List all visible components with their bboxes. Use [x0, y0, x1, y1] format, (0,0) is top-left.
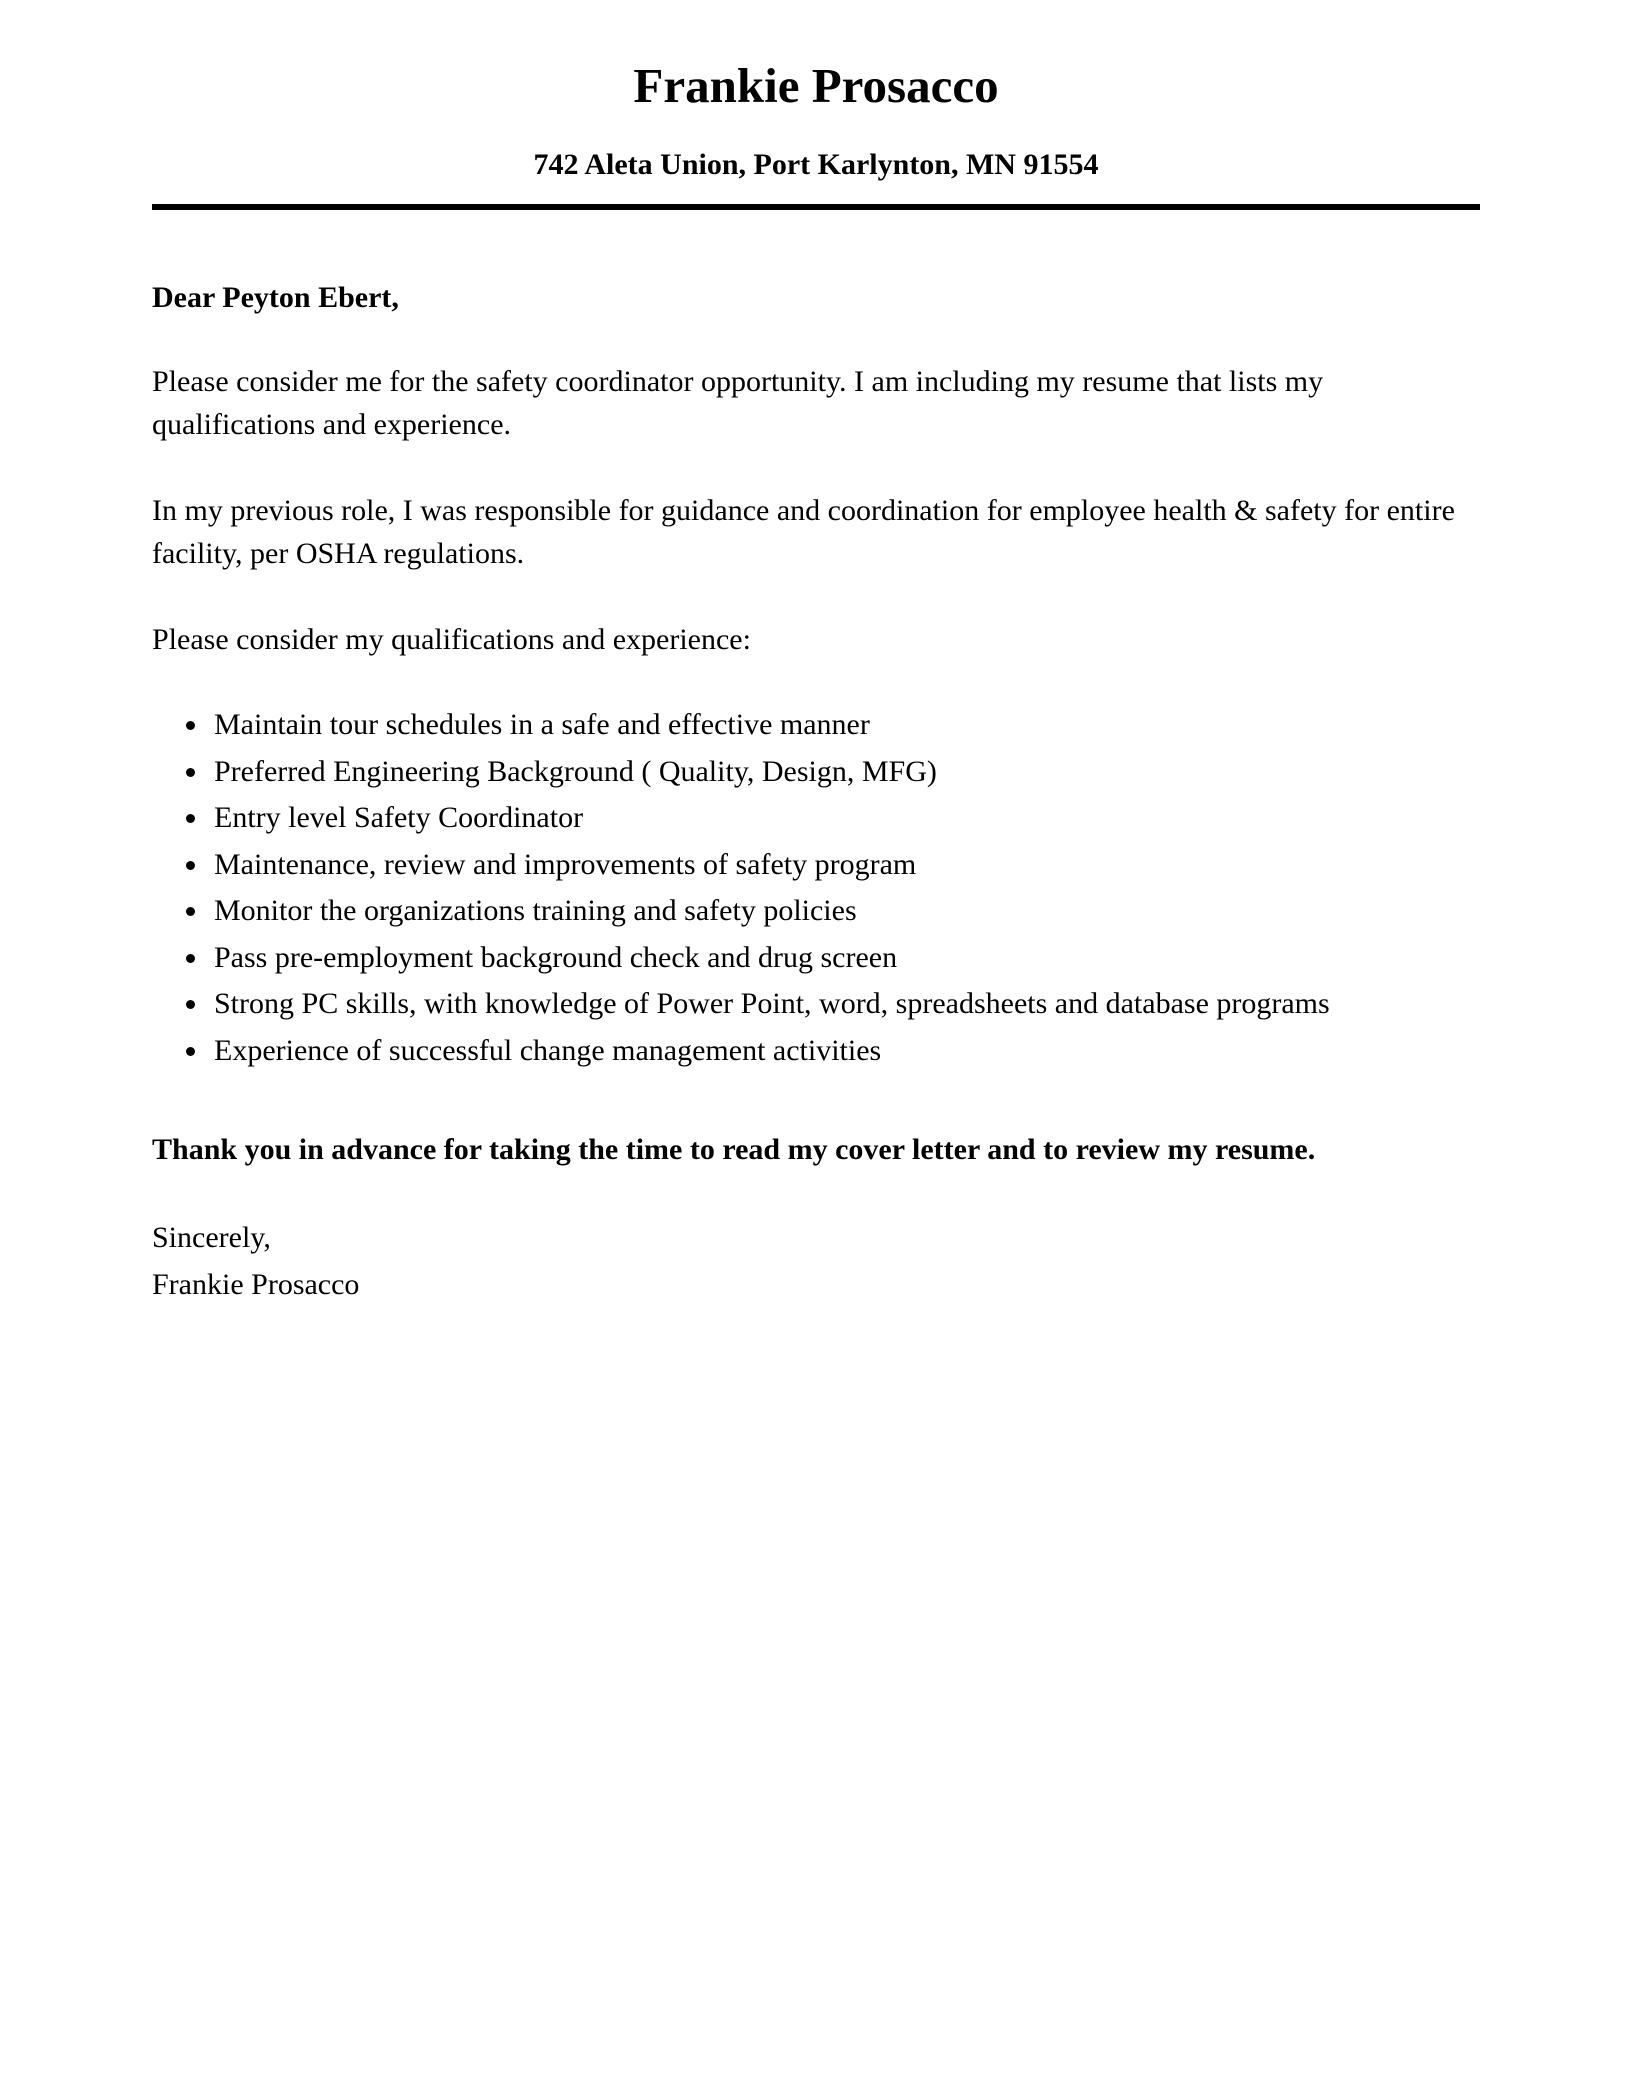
letter-header — [152, 58, 1480, 210]
list-item: • Maintain tour schedules in a safe and effective manner — [210, 703, 1480, 747]
header-divider — [152, 204, 1480, 210]
list-item: • Strong PC skills, with knowledge of Power Point, word, spreadsheets and database programs — [210, 982, 1480, 1026]
thank-you-line: Thank you in advance for taking the time to read my cover letter and to review my resume. — [152, 1133, 1316, 1167]
list-item: • Preferred Engineering Background ( Quality, Design, MFG) — [210, 750, 1480, 794]
closing-word: Sincerely, — [152, 1220, 271, 1254]
paragraph-intro: Please consider me for the safety coordinator opportunity. I am including my resume that lists my qualifications and experience. — [152, 364, 1324, 442]
sender-address: 742 Aleta Union, Port Karlynton, MN 91554 — [533, 148, 1099, 182]
salutation: Dear Peyton Ebert, — [152, 281, 399, 315]
qualifications-list — [152, 703, 1480, 1072]
paragraph-previous-role: In my previous role, I was responsible for guidance and coordination for employee health & safety for entire facility, per OSHA regulations. — [152, 493, 1455, 571]
list-item: • Pass pre-employment background check and drug screen — [210, 936, 1480, 980]
list-item: • Monitor the organizations training and safety policies — [210, 889, 1480, 933]
sender-name: Frankie Prosacco — [633, 58, 999, 113]
letter-body — [152, 276, 1480, 1307]
list-item: • Experience of successful change management activities — [210, 1029, 1480, 1073]
list-item: • Maintenance, review and improvements of safety program — [210, 843, 1480, 887]
paragraph-qualifications-lead: Please consider my qualifications and experience: — [152, 622, 751, 656]
signature-name: Frankie Prosacco — [152, 1268, 360, 1302]
list-item: • Entry level Safety Coordinator — [210, 796, 1480, 840]
